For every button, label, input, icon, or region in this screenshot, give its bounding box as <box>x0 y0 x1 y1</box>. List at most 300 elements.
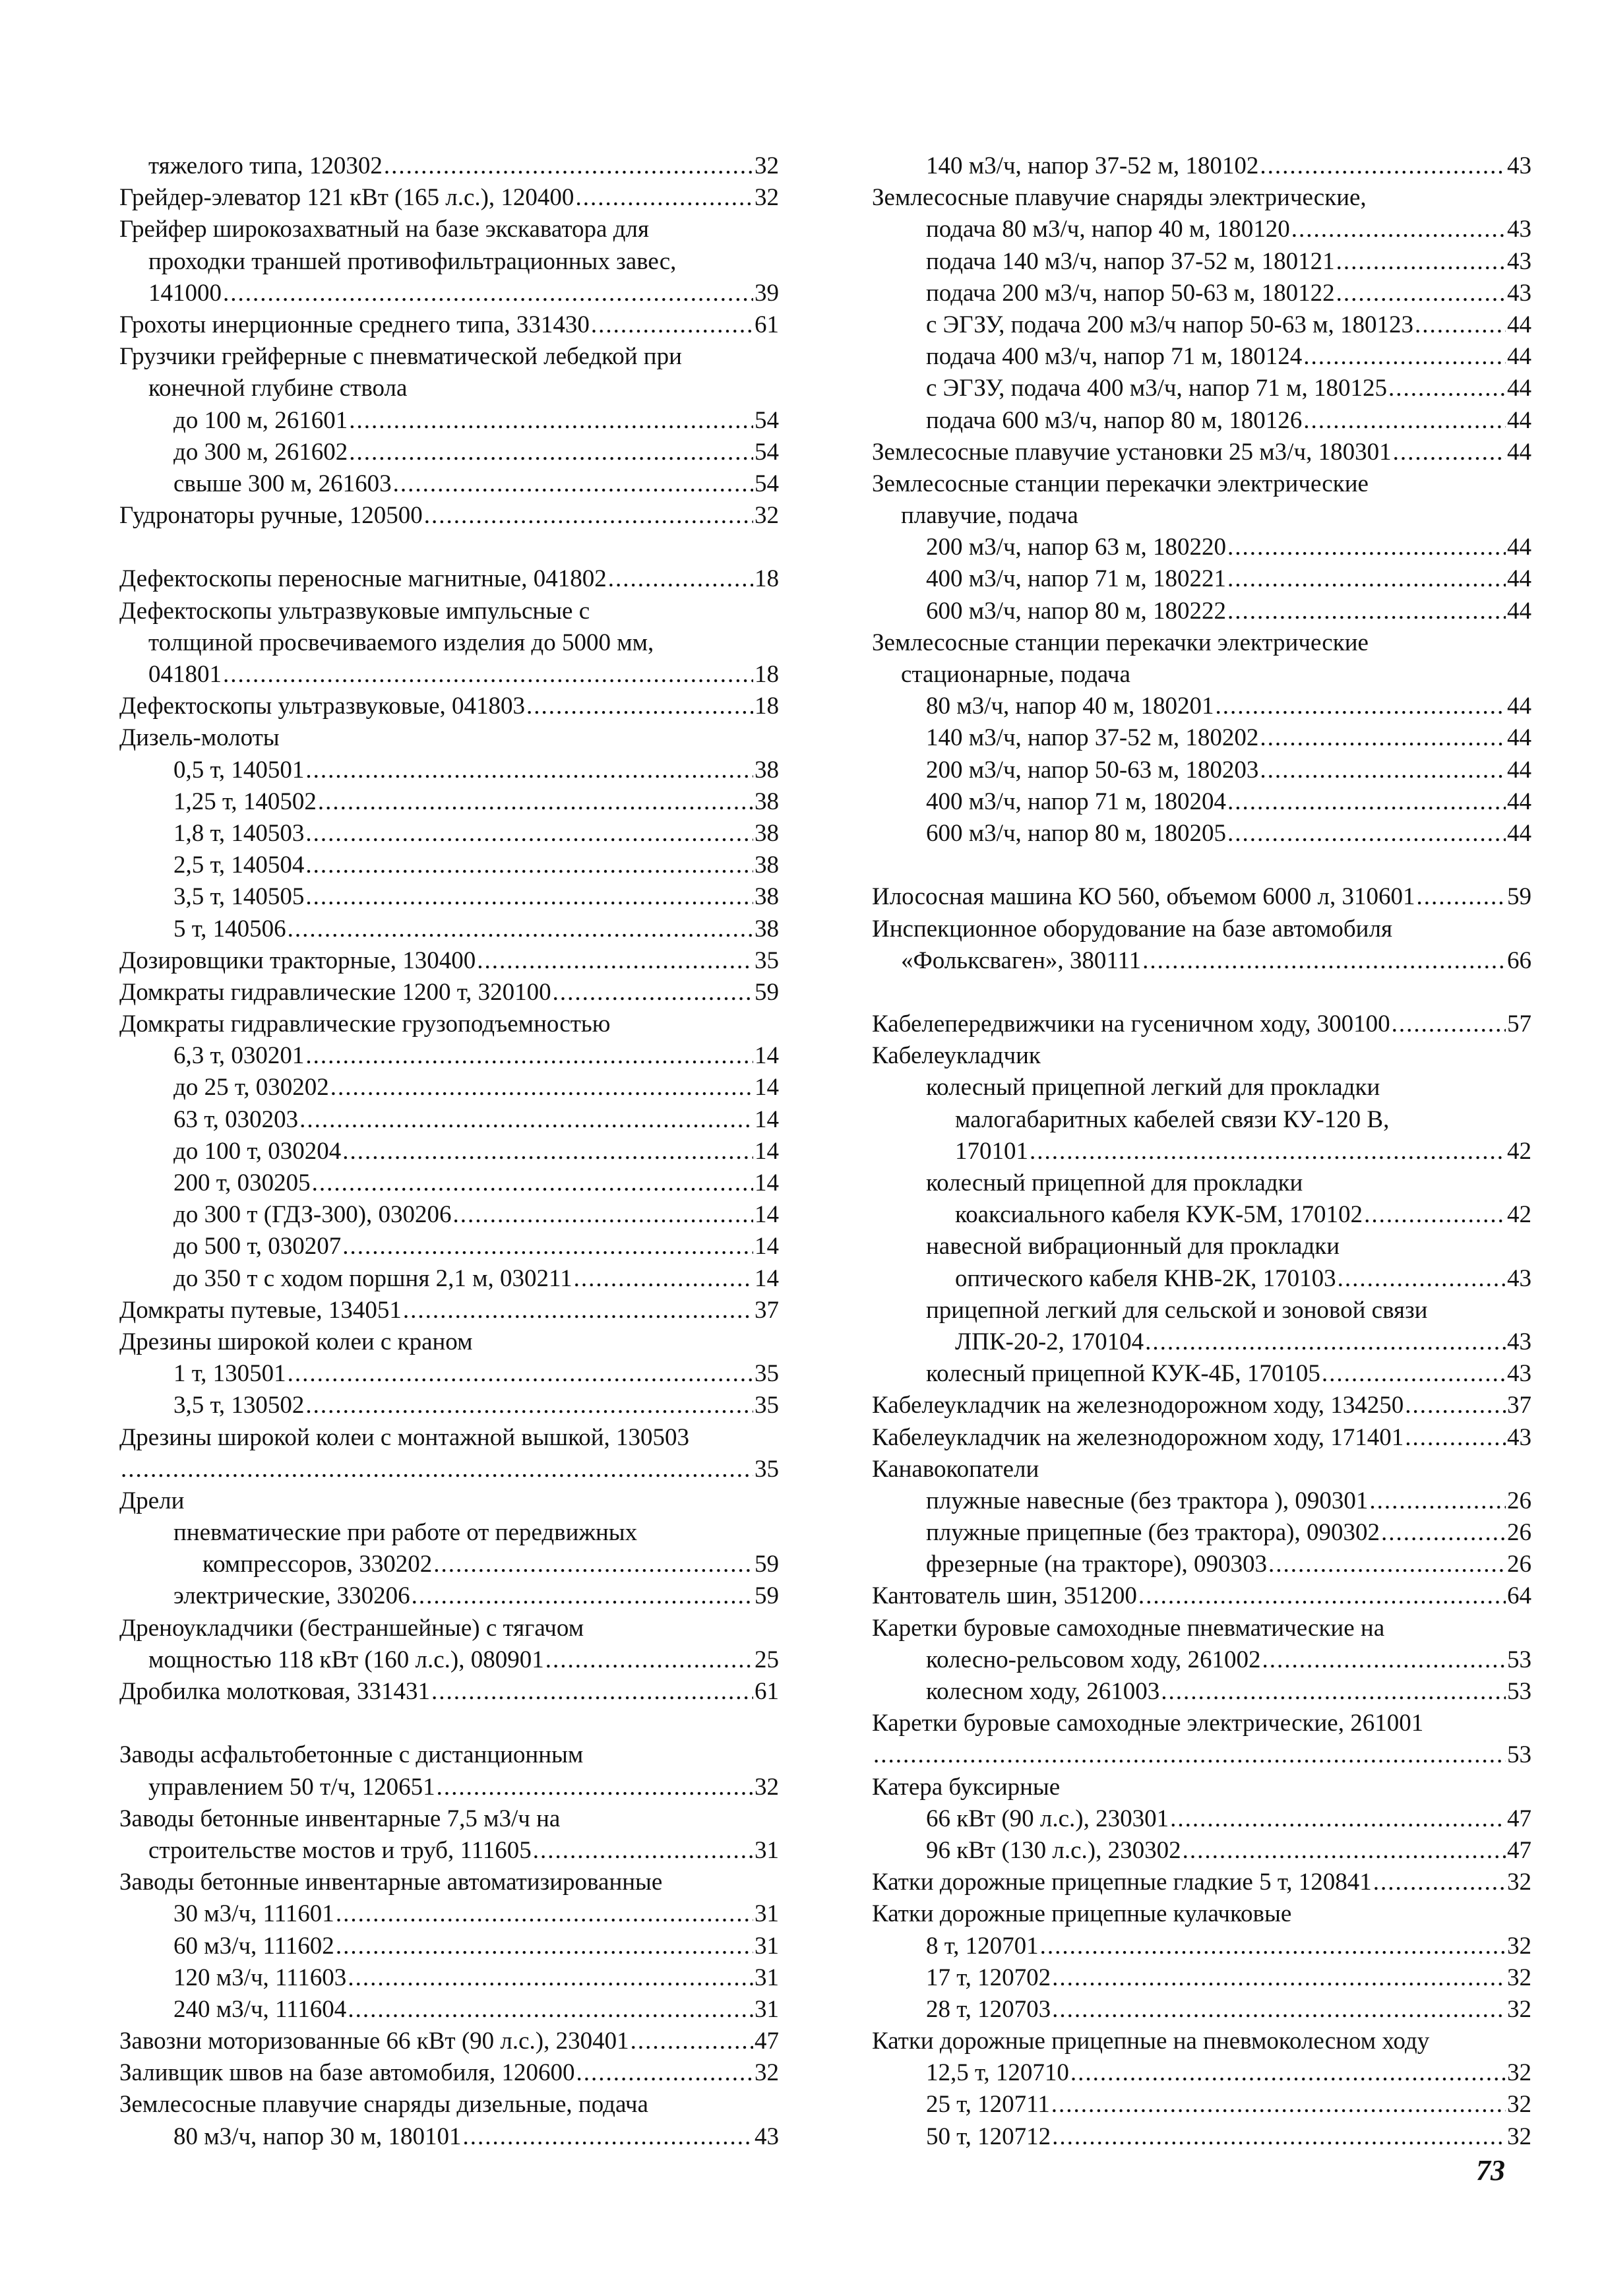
index-entry <box>872 881 1531 913</box>
entry-page: 32 <box>1507 1995 1531 2023</box>
entry-text: Кабелеукладчик на железнодорожном ходу, 134250 <box>872 1392 1404 1419</box>
entry-page: 47 <box>1507 1805 1531 1832</box>
index-entry <box>872 786 1531 818</box>
entry-text: 041801 <box>148 661 222 688</box>
dot-leader <box>1393 437 1506 468</box>
entry-text: 200 м3/ч, напор 63 м, 180220 <box>926 534 1227 561</box>
index-entry <box>119 1898 779 1930</box>
dot-leader <box>349 437 753 468</box>
index-entry <box>872 1772 1531 1803</box>
entry-text: Дизель-молоты <box>119 724 280 752</box>
entry-text: ЛПК-20-2, 170104 <box>955 1328 1144 1355</box>
index-entry <box>872 1326 1531 1358</box>
dot-leader <box>1227 596 1506 627</box>
index-entry <box>872 1199 1531 1231</box>
dot-leader <box>1052 1962 1506 1994</box>
index-entry <box>119 1263 779 1295</box>
entry-text: Землесосные станции перекачки электрические <box>872 629 1369 656</box>
entry-text: 60 м3/ч, 111602 <box>173 1932 334 1960</box>
entry-text: колесный прицепной для прокладки <box>926 1169 1303 1196</box>
entry-text: колесный прицепной легкий для прокладки <box>926 1074 1380 1101</box>
dot-leader <box>1392 1008 1506 1040</box>
dot-leader <box>1364 1199 1506 1231</box>
index-entry <box>119 691 779 722</box>
dot-leader <box>1227 532 1506 563</box>
entry-page: 35 <box>755 1392 779 1419</box>
entry-page: 44 <box>1507 534 1531 561</box>
index-entry <box>872 596 1531 627</box>
dot-leader <box>1417 881 1506 913</box>
index-entry <box>119 278 779 309</box>
dot-leader <box>437 1772 753 1803</box>
dot-leader <box>1338 1263 1506 1295</box>
entry-page: 61 <box>755 1678 779 1705</box>
entry-text: Заводы асфальтобетонные с дистанционным <box>119 1741 584 1769</box>
dot-leader <box>1260 150 1506 182</box>
entry-page: 44 <box>1507 597 1531 625</box>
entry-text: 0,5 т, 140501 <box>173 756 305 784</box>
entry-text: до 25 т, 030202 <box>173 1074 329 1101</box>
entry-text: Дефектоскопы ультразвуковые, 041803 <box>119 693 525 720</box>
index-entry <box>119 1231 779 1262</box>
entry-page: 31 <box>755 1964 779 1991</box>
entry-text: строительстве мостов и труб, 111605 <box>148 1836 532 1864</box>
entry-page: 32 <box>755 152 779 179</box>
entry-text: 170101 <box>955 1137 1028 1165</box>
entry-page: 44 <box>1507 311 1531 338</box>
entry-page: 54 <box>755 470 779 497</box>
dot-leader <box>1052 1994 1506 2026</box>
entry-text: пневматические при работе от передвижных <box>173 1519 638 1547</box>
entry-text: прицепной легкий для сельской и зоновой связи <box>926 1296 1428 1324</box>
entry-text: до 300 т (ГДЗ-300), 030206 <box>173 1201 452 1229</box>
index-entry <box>119 1136 779 1167</box>
entry-text: подача 140 м3/ч, напор 37-52 м, 180121 <box>926 247 1335 275</box>
dot-leader <box>1303 341 1506 373</box>
entry-page: 32 <box>1507 1932 1531 1960</box>
entry-text: Катера буксирные <box>872 1773 1061 1801</box>
index-entry <box>119 373 779 404</box>
dot-leader <box>1415 309 1506 341</box>
entry-page: 26 <box>1507 1487 1531 1514</box>
dot-leader <box>1227 563 1506 595</box>
entry-text: 12,5 т, 120710 <box>926 2059 1069 2087</box>
dot-leader <box>305 850 753 881</box>
entry-page: 18 <box>755 693 779 720</box>
index-entry <box>119 1454 779 1485</box>
entry-text: 96 кВт (130 л.с.), 230302 <box>926 1836 1181 1864</box>
entry-page: 25 <box>755 1646 779 1673</box>
dot-leader <box>1216 691 1506 722</box>
index-entry <box>872 468 1531 500</box>
entry-text: 140 м3/ч, напор 37-52 м, 180102 <box>926 152 1259 179</box>
dot-leader <box>1405 1422 1506 1454</box>
dot-leader <box>1051 2089 1506 2121</box>
index-entry <box>872 2026 1531 2057</box>
entry-text: подача 80 м3/ч, напор 40 м, 180120 <box>926 216 1290 243</box>
index-entry <box>119 1422 779 1454</box>
index-entry <box>872 1454 1531 1485</box>
entry-page: 35 <box>755 946 779 974</box>
index-entry <box>119 659 779 691</box>
index-entry <box>872 341 1531 373</box>
index-entry <box>119 500 779 532</box>
entry-page: 66 <box>1507 946 1531 974</box>
entry-page: 44 <box>1507 565 1531 593</box>
index-entry <box>872 1580 1531 1612</box>
index-entry <box>119 437 779 468</box>
entry-text: Дефектоскопы ультразвуковые импульсные с <box>119 597 590 625</box>
entry-text: толщиной просвечиваемого изделия до 5000 мм, <box>148 629 654 656</box>
entry-text: подача 600 м3/ч, напор 80 м, 180126 <box>926 406 1303 434</box>
entry-page: 32 <box>1507 1964 1531 1991</box>
entry-page: 14 <box>755 1201 779 1229</box>
entry-page: 14 <box>755 1105 779 1133</box>
index-entry <box>119 1358 779 1390</box>
entry-page: 64 <box>1507 1582 1531 1610</box>
entry-text: Кантователь шин, 351200 <box>872 1582 1137 1610</box>
entry-page: 14 <box>755 1264 779 1292</box>
entry-page: 32 <box>755 1773 779 1801</box>
dot-leader <box>1138 1580 1506 1612</box>
index-entry <box>119 818 779 850</box>
entry-text: Кабелепередвижчики на гусеничном ходу, 300100 <box>872 1010 1390 1038</box>
entry-page: 59 <box>1507 883 1531 911</box>
index-entry <box>119 182 779 214</box>
entry-text: 50 т, 120712 <box>926 2123 1051 2150</box>
index-entry <box>119 1517 779 1549</box>
entry-text: малогабаритных кабелей связи КУ-120 В, <box>955 1105 1390 1133</box>
dot-leader <box>305 1040 753 1072</box>
dot-leader <box>1170 1803 1506 1835</box>
entry-text: Домкраты гидравлические 1200 т, 320100 <box>119 978 551 1006</box>
entry-page: 43 <box>1507 216 1531 243</box>
dot-leader <box>1405 1390 1506 1421</box>
entry-page: 43 <box>1507 1264 1531 1292</box>
entry-page: 59 <box>755 1582 779 1610</box>
dot-leader <box>424 500 753 532</box>
index-entry <box>872 278 1531 309</box>
entry-page: 39 <box>755 279 779 307</box>
index-entry <box>119 1739 779 1771</box>
entry-page: 37 <box>1507 1392 1531 1419</box>
entry-text: 6,3 т, 030201 <box>173 1042 305 1070</box>
dot-leader <box>1322 1358 1506 1390</box>
entry-text: 240 м3/ч, 111604 <box>173 1995 347 2023</box>
index-entry <box>119 850 779 881</box>
index-entry <box>872 1263 1531 1295</box>
index-entry <box>119 1931 779 1962</box>
dot-leader <box>288 1358 753 1390</box>
index-entry <box>872 1485 1531 1517</box>
index-entry <box>119 2089 779 2121</box>
entry-text: 80 м3/ч, напор 30 м, 180101 <box>173 2123 462 2150</box>
entry-text: Грохоты инерционные среднего типа, 331430 <box>119 311 590 338</box>
entry-text: Грузчики грейферные с пневматической лебедкой при <box>119 343 682 371</box>
entry-page: 14 <box>755 1233 779 1260</box>
index-entry <box>872 977 1531 1008</box>
entry-page: 32 <box>755 502 779 530</box>
entry-text: 200 т, 030205 <box>173 1169 311 1196</box>
dot-leader <box>349 405 753 437</box>
entry-page: 38 <box>755 915 779 943</box>
index-entry <box>872 182 1531 214</box>
entry-text: Дозировщики тракторные, 130400 <box>119 946 476 974</box>
index-entry <box>119 1867 779 1898</box>
index-entry <box>872 1008 1531 1040</box>
index-entry <box>119 309 779 341</box>
dot-leader <box>223 278 753 309</box>
dot-leader <box>1336 246 1506 278</box>
entry-page: 32 <box>1507 1869 1531 1896</box>
entry-text: колесном ходу, 261003 <box>926 1678 1160 1705</box>
index-entry <box>872 1517 1531 1549</box>
entry-text: 141000 <box>148 279 222 307</box>
entry-page: 32 <box>755 184 779 212</box>
dot-leader <box>463 2121 753 2153</box>
entry-page: 44 <box>1507 406 1531 434</box>
entry-page: 18 <box>755 565 779 593</box>
entry-text: 3,5 т, 140505 <box>173 883 305 911</box>
index-entry <box>119 2057 779 2089</box>
entry-page: 43 <box>1507 247 1531 275</box>
index-entry <box>872 1072 1531 1103</box>
index-entry <box>872 945 1531 977</box>
index-column-right <box>872 150 1531 2153</box>
dot-leader <box>330 1072 753 1103</box>
index-entry <box>119 1040 779 1072</box>
entry-page: 26 <box>1507 1519 1531 1547</box>
entry-page: 42 <box>1507 1201 1531 1229</box>
entry-text: 66 кВт (90 л.с.), 230301 <box>926 1805 1169 1832</box>
entry-text: Заводы бетонные инвентарные 7,5 м3/ч на <box>119 1805 561 1832</box>
index-entry <box>872 659 1531 691</box>
dot-leader <box>576 2057 753 2089</box>
entry-page: 61 <box>755 311 779 338</box>
index-entry <box>872 2089 1531 2121</box>
entry-text: колесно-рельсовом ходу, 261002 <box>926 1646 1261 1673</box>
entry-text: Домкраты путевые, 134051 <box>119 1296 402 1324</box>
entry-page: 32 <box>1507 2091 1531 2119</box>
entry-text: 63 т, 030203 <box>173 1105 299 1133</box>
entry-page: 38 <box>755 852 779 879</box>
dot-leader <box>336 1931 753 1962</box>
index-entry <box>119 246 779 278</box>
index-entry <box>119 1835 779 1867</box>
entry-page: 44 <box>1507 788 1531 815</box>
entry-text: Инспекционное оборудование на базе автомобиля <box>872 915 1392 943</box>
entry-page: 43 <box>755 2123 779 2150</box>
entry-text: с ЭГЗУ, подача 400 м3/ч, напор 71 м, 180125 <box>926 375 1387 402</box>
index-entry <box>119 881 779 913</box>
index-entry <box>119 341 779 373</box>
entry-text: Канавокопатели <box>872 1455 1039 1483</box>
dot-leader <box>348 1962 753 1994</box>
dot-leader <box>1303 405 1506 437</box>
dot-leader <box>545 1644 753 1676</box>
entry-text: Гудронаторы ручные, 120500 <box>119 502 423 530</box>
dot-leader <box>1227 818 1506 850</box>
index-entry <box>872 2057 1531 2089</box>
entry-text: с ЭГЗУ, подача 200 м3/ч напор 50-63 м, 180123 <box>926 311 1414 338</box>
entry-page: 44 <box>1507 343 1531 371</box>
entry-page: 53 <box>1507 1678 1531 1705</box>
dot-leader <box>305 755 753 786</box>
index-entry <box>119 945 779 977</box>
entry-text: плужные навесные (без трактора ), 090301 <box>926 1487 1369 1514</box>
entry-text: Землесосные плавучие снаряды электрические, <box>872 184 1367 212</box>
index-entry <box>872 850 1531 881</box>
entry-page: 14 <box>755 1042 779 1070</box>
entry-text: 200 м3/ч, напор 50-63 м, 180203 <box>926 756 1259 784</box>
entry-text: Землесосные станции перекачки электрические <box>872 470 1369 497</box>
index-entry <box>872 722 1531 754</box>
index-entry <box>872 1898 1531 1930</box>
index-entry <box>119 405 779 437</box>
entry-text: Дрезины широкой колеи с краном <box>119 1328 473 1355</box>
dot-leader <box>631 2026 753 2057</box>
entry-text: 8 т, 120701 <box>926 1932 1039 1960</box>
entry-text: мощностью 118 кВт (160 л.с.), 080901 <box>148 1646 544 1673</box>
entry-page: 59 <box>755 978 779 1006</box>
index-entry <box>119 214 779 245</box>
index-entry <box>872 1295 1531 1326</box>
index-entry <box>119 2026 779 2057</box>
index-entry <box>872 1803 1531 1835</box>
index-entry <box>119 1962 779 1994</box>
index-entry <box>119 1390 779 1421</box>
index-entry <box>872 1613 1531 1644</box>
entry-page: 43 <box>1507 279 1531 307</box>
dot-leader <box>1142 945 1506 977</box>
entry-text: 400 м3/ч, напор 71 м, 180204 <box>926 788 1227 815</box>
dot-leader <box>384 150 753 182</box>
index-entry <box>119 1549 779 1580</box>
index-entry <box>872 405 1531 437</box>
index-entry <box>872 755 1531 786</box>
dot-leader <box>1260 755 1506 786</box>
entry-page: 14 <box>755 1074 779 1101</box>
entry-text: Заводы бетонные инвентарные автоматизированные <box>119 1869 663 1896</box>
entry-text: Дрезины широкой колеи с монтажной вышкой, 130503 <box>119 1423 689 1451</box>
entry-page: 43 <box>1507 1423 1531 1451</box>
dot-leader <box>1030 1136 1506 1167</box>
index-entry <box>119 1326 779 1358</box>
entry-text: 120 м3/ч, 111603 <box>173 1964 347 1991</box>
index-entry <box>119 786 779 818</box>
entry-text: Дробилка молотковая, 331431 <box>119 1678 431 1705</box>
index-entry <box>872 1358 1531 1390</box>
entry-text: Катки дорожные прицепные кулачковые <box>872 1900 1292 1928</box>
dot-leader <box>1070 2057 1506 2089</box>
entry-text: фрезерные (на тракторе), 090303 <box>926 1551 1267 1578</box>
entry-page: 44 <box>1507 819 1531 847</box>
dot-leader <box>342 1231 753 1262</box>
index-column-left <box>119 150 779 2153</box>
entry-page: 53 <box>1507 1741 1531 1769</box>
dot-leader <box>412 1580 753 1612</box>
index-entry <box>119 1199 779 1231</box>
entry-page: 32 <box>1507 2059 1531 2087</box>
entry-text: Домкраты гидравлические грузоподъемностью <box>119 1010 611 1038</box>
index-entry <box>119 1994 779 2026</box>
entry-text: проходки траншей противофильтрационных завес, <box>148 247 677 275</box>
entry-text: плужные прицепные (без трактора), 090302 <box>926 1519 1380 1547</box>
index-entry <box>119 1167 779 1199</box>
index-entry <box>872 150 1531 182</box>
entry-text: Кабелеукладчик на железнодорожном ходу, 171401 <box>872 1423 1404 1451</box>
entry-page: 44 <box>1507 693 1531 720</box>
dot-leader <box>1388 373 1506 404</box>
index-entry <box>872 1644 1531 1676</box>
entry-text: 1,25 т, 140502 <box>173 788 317 815</box>
entry-text: свыше 300 м, 261603 <box>173 470 392 497</box>
entry-text: подача 400 м3/ч, напор 71 м, 180124 <box>926 343 1303 371</box>
dot-leader <box>1373 1867 1506 1898</box>
index-entry <box>872 373 1531 404</box>
entry-text: Грейфер широкозахватный на базе экскаватора для <box>119 216 649 243</box>
index-entry <box>872 563 1531 595</box>
index-entry <box>872 309 1531 341</box>
dot-leader <box>403 1295 753 1326</box>
entry-text: 1 т, 130501 <box>173 1360 286 1388</box>
dot-leader <box>1268 1549 1506 1580</box>
entry-text: «Фольксваген», 380111 <box>901 946 1142 974</box>
dot-leader <box>1369 1485 1506 1517</box>
entry-page: 44 <box>1507 724 1531 752</box>
entry-text: до 100 м, 261601 <box>173 406 348 434</box>
entry-page: 43 <box>1507 152 1531 179</box>
entry-text: 30 м3/ч, 111601 <box>173 1900 334 1928</box>
dot-leader <box>1262 1644 1506 1676</box>
entry-page: 54 <box>755 438 779 466</box>
entry-text: 1,8 т, 140503 <box>173 819 305 847</box>
index-entry <box>872 532 1531 563</box>
entry-page: 47 <box>1507 1836 1531 1864</box>
dot-leader <box>393 468 753 500</box>
entry-page: 54 <box>755 406 779 434</box>
entry-text: Дреноукладчики (бестраншейные) с тягачом <box>119 1614 584 1642</box>
index-entry <box>119 1676 779 1708</box>
index-entry <box>119 1803 779 1835</box>
dot-leader <box>336 1898 753 1930</box>
dot-leader <box>477 945 753 977</box>
index-entry <box>872 246 1531 278</box>
entry-page: 35 <box>755 1360 779 1388</box>
entry-text: оптического кабеля КНВ-2К, 170103 <box>955 1264 1336 1292</box>
index-entry <box>872 627 1531 659</box>
entry-page: 57 <box>1507 1010 1531 1038</box>
entry-text: Дрели <box>119 1487 185 1514</box>
entry-text: колесный прицепной КУК-4Б, 170105 <box>926 1360 1320 1388</box>
entry-page: 26 <box>1507 1551 1531 1578</box>
index-entry <box>119 755 779 786</box>
dot-leader <box>453 1199 753 1231</box>
index-entry <box>119 2121 779 2153</box>
index-entry <box>119 977 779 1008</box>
entry-page: 53 <box>1507 1646 1531 1673</box>
entry-text: Катки дорожные прицепные на пневмоколесном ходу <box>872 2028 1430 2055</box>
index-entry <box>119 563 779 595</box>
dot-leader <box>431 1676 753 1708</box>
entry-page: 31 <box>755 1995 779 2023</box>
dot-leader <box>1052 2121 1506 2153</box>
dot-leader <box>318 786 753 818</box>
index-entry <box>119 1104 779 1136</box>
entry-page: 35 <box>755 1455 779 1483</box>
index-entry <box>872 1835 1531 1867</box>
dot-leader <box>305 1390 753 1421</box>
